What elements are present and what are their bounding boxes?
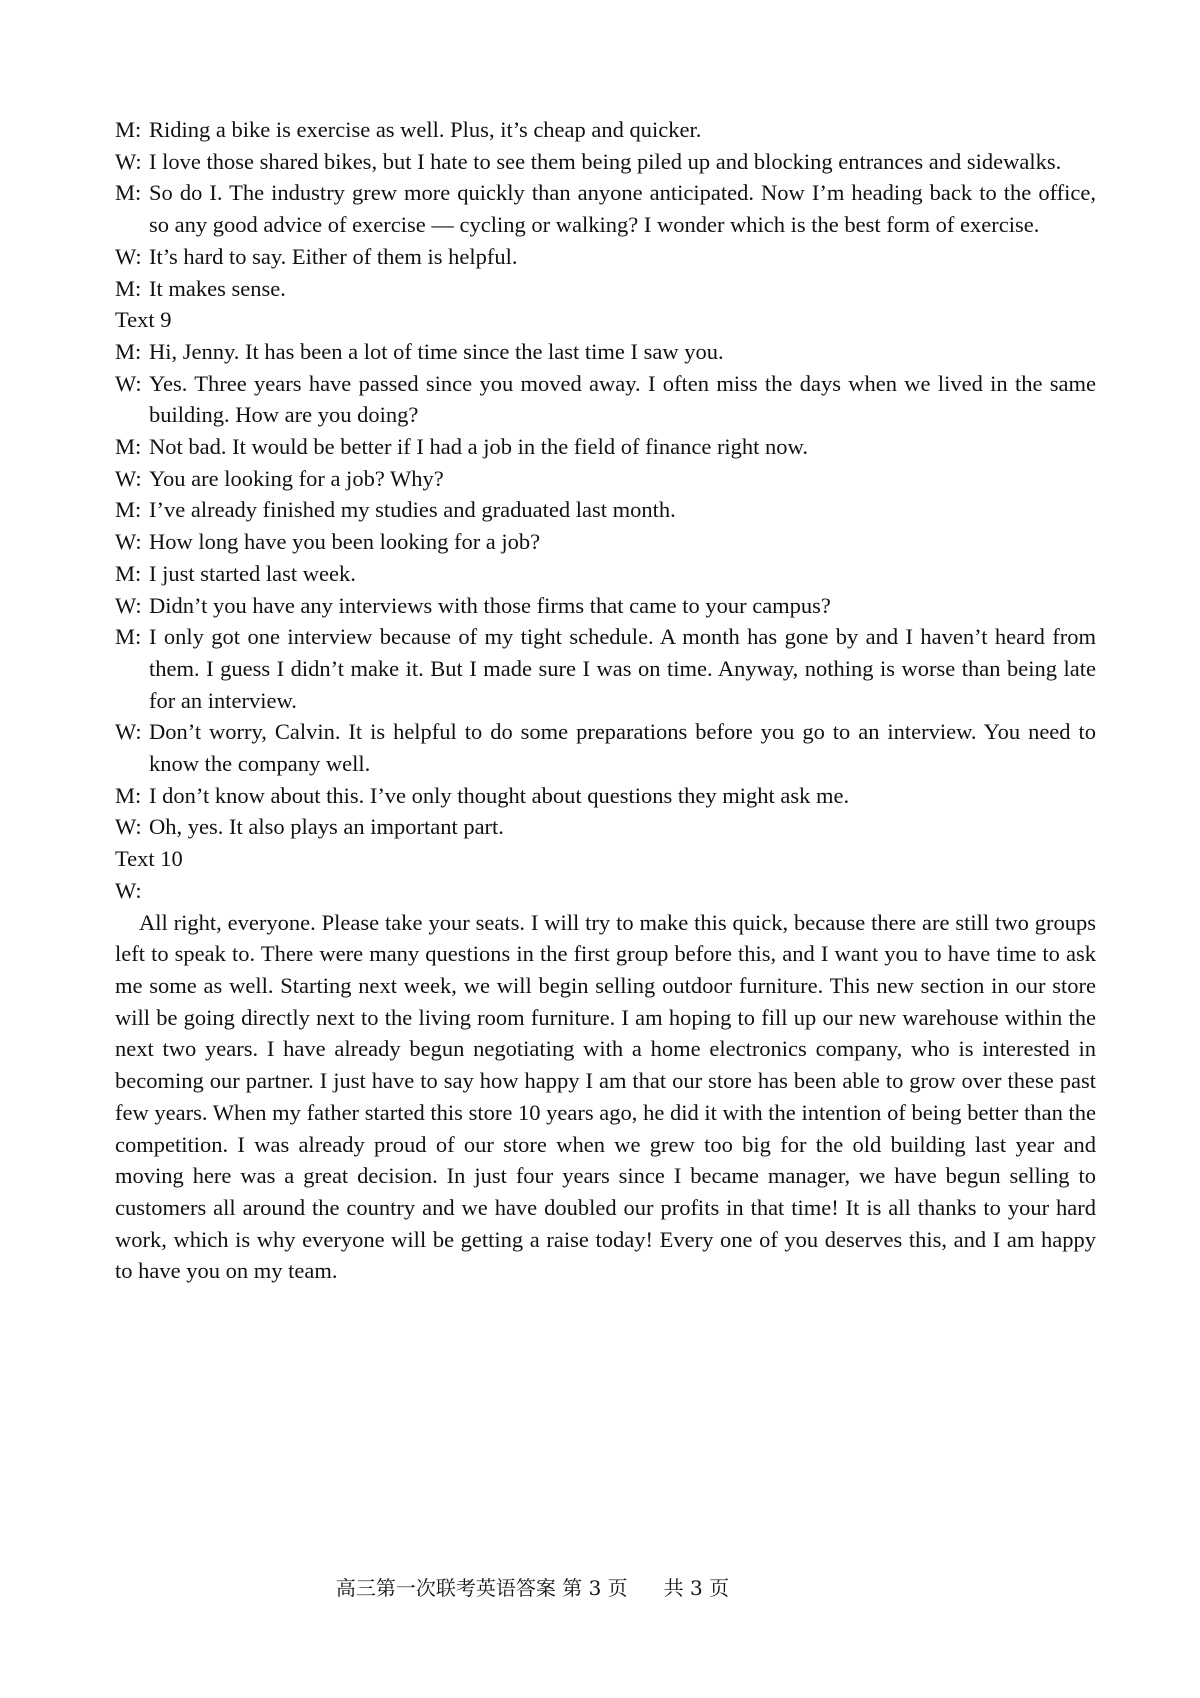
dialogue-line <box>115 463 1096 495</box>
speaker-label: M: <box>115 338 142 364</box>
speaker-label: W: <box>115 719 142 745</box>
dialogue-line <box>115 273 1096 305</box>
dialogue-line <box>115 114 1096 146</box>
utterance-text: How long have you been looking for a job? <box>149 529 541 555</box>
text-10-heading: Text 10 <box>115 846 183 872</box>
speaker-label: M: <box>115 497 142 523</box>
speaker-label: W: <box>115 465 142 491</box>
monologue-speaker-label: W: <box>115 877 142 903</box>
speaker-label: M: <box>115 117 142 142</box>
speaker-label: W: <box>115 529 142 555</box>
dialogue-line <box>115 780 1096 812</box>
dialogue-line <box>115 146 1096 178</box>
dialogue-line <box>115 558 1096 590</box>
dialogue-line <box>115 431 1096 463</box>
dialogue-line <box>115 177 1096 240</box>
monologue-paragraph: All right, everyone. Please take your seats. I will try to make this quick, because there are still two groups left to speak to. There were many questions in the first group before this, and I want you to have time to ask me some as well. Starting next week, we will begin selling outdoor furniture. This new section in our store will be going directly next to the living room furniture. I am hoping to fill up our new warehouse within the next two years. I have already begun negotiating with a home electronics company, who is interested in becoming our partner. I just have to say how happy I am that our store has been able to grow over these past few years. When my father started this store 10 years ago, he did it with the intention of being better than the competition. I was already proud of our store when we grew too big for the old building last year and moving here was a great decision. In just four years since I became manager, we have begun selling to customers all around the country and we have doubled our profits in that time! It is all thanks to your hard work, which is why everyone will be getting a raise today! Every one of you deserves this, and I am happy to have you on my team. <box>115 909 1096 1284</box>
utterance-text: Didn’t you have any interviews with those firms that came to your campus? <box>149 592 831 618</box>
speaker-label: M: <box>115 275 142 301</box>
dialogue-line <box>115 621 1096 716</box>
utterance-text: Don’t worry, Calvin. It is helpful to do some preparations before you go to an interview. You need to know the company well. <box>149 719 1096 777</box>
dialogue-line <box>115 368 1096 431</box>
speaker-label: W: <box>115 370 142 396</box>
utterance-text: I only got one interview because of my tight schedule. A month has gone by and I haven’t heard from them. I guess I didn’t make it. But I made sure I was on time. Anyway, nothing is worse than being late for an interview. <box>149 624 1096 713</box>
dialogue-line <box>115 494 1096 526</box>
transcript-lines <box>115 114 1096 1287</box>
dialogue-line <box>115 811 1096 843</box>
text-9-heading: Text 9 <box>115 307 172 333</box>
utterance-text: Riding a bike is exercise as well. Plus, it’s cheap and quicker. <box>149 117 702 142</box>
utterance-text: I’ve already finished my studies and graduated last month. <box>149 497 676 523</box>
speaker-label: W: <box>115 148 142 174</box>
utterance-text: You are looking for a job? Why? <box>149 465 444 491</box>
dialogue-line <box>115 716 1096 779</box>
speaker-label: W: <box>115 243 142 269</box>
utterance-text: I just started last week. <box>149 560 356 586</box>
dialogue-line <box>115 590 1096 622</box>
footer-total-pages: 共 3 页 <box>663 1576 730 1600</box>
utterance-text: Hi, Jenny. It has been a lot of time since the last time I saw you. <box>149 338 724 364</box>
speaker-label: M: <box>115 560 142 586</box>
dialogue-line <box>115 336 1096 368</box>
utterance-text: Yes. Three years have passed since you moved away. I often miss the days when we lived in the same building. How are you doing? <box>149 370 1096 428</box>
answer-sheet-page <box>115 114 1096 1287</box>
footer-page-number: 高三第一次联考英语答案 第 3 页 <box>335 1576 628 1600</box>
utterance-text: Not bad. It would be better if I had a job in the field of finance right now. <box>149 434 808 460</box>
utterance-text: I don’t know about this. I’ve only thought about questions they might ask me. <box>149 782 850 808</box>
utterance-text: So do I. The industry grew more quickly than anyone anticipated. Now I’m heading back to the office, so any good advice of exercise — cycling or walking? I wonder which is the best form of exercise. <box>149 180 1096 238</box>
utterance-text: Oh, yes. It also plays an important part. <box>149 814 504 840</box>
utterance-text: It’s hard to say. Either of them is helpful. <box>149 243 518 269</box>
utterance-text: It makes sense. <box>149 275 286 301</box>
speaker-label: W: <box>115 592 142 618</box>
dialogue-line <box>115 526 1096 558</box>
utterance-text: I love those shared bikes, but I hate to see them being piled up and blocking entrances and sidewalks. <box>149 148 1062 174</box>
dialogue-line <box>115 241 1096 273</box>
speaker-label: W: <box>115 814 142 840</box>
speaker-label: M: <box>115 180 142 206</box>
speaker-label: M: <box>115 434 142 460</box>
page-footer <box>0 1572 1065 1601</box>
speaker-label: M: <box>115 624 142 650</box>
speaker-label: M: <box>115 782 142 808</box>
